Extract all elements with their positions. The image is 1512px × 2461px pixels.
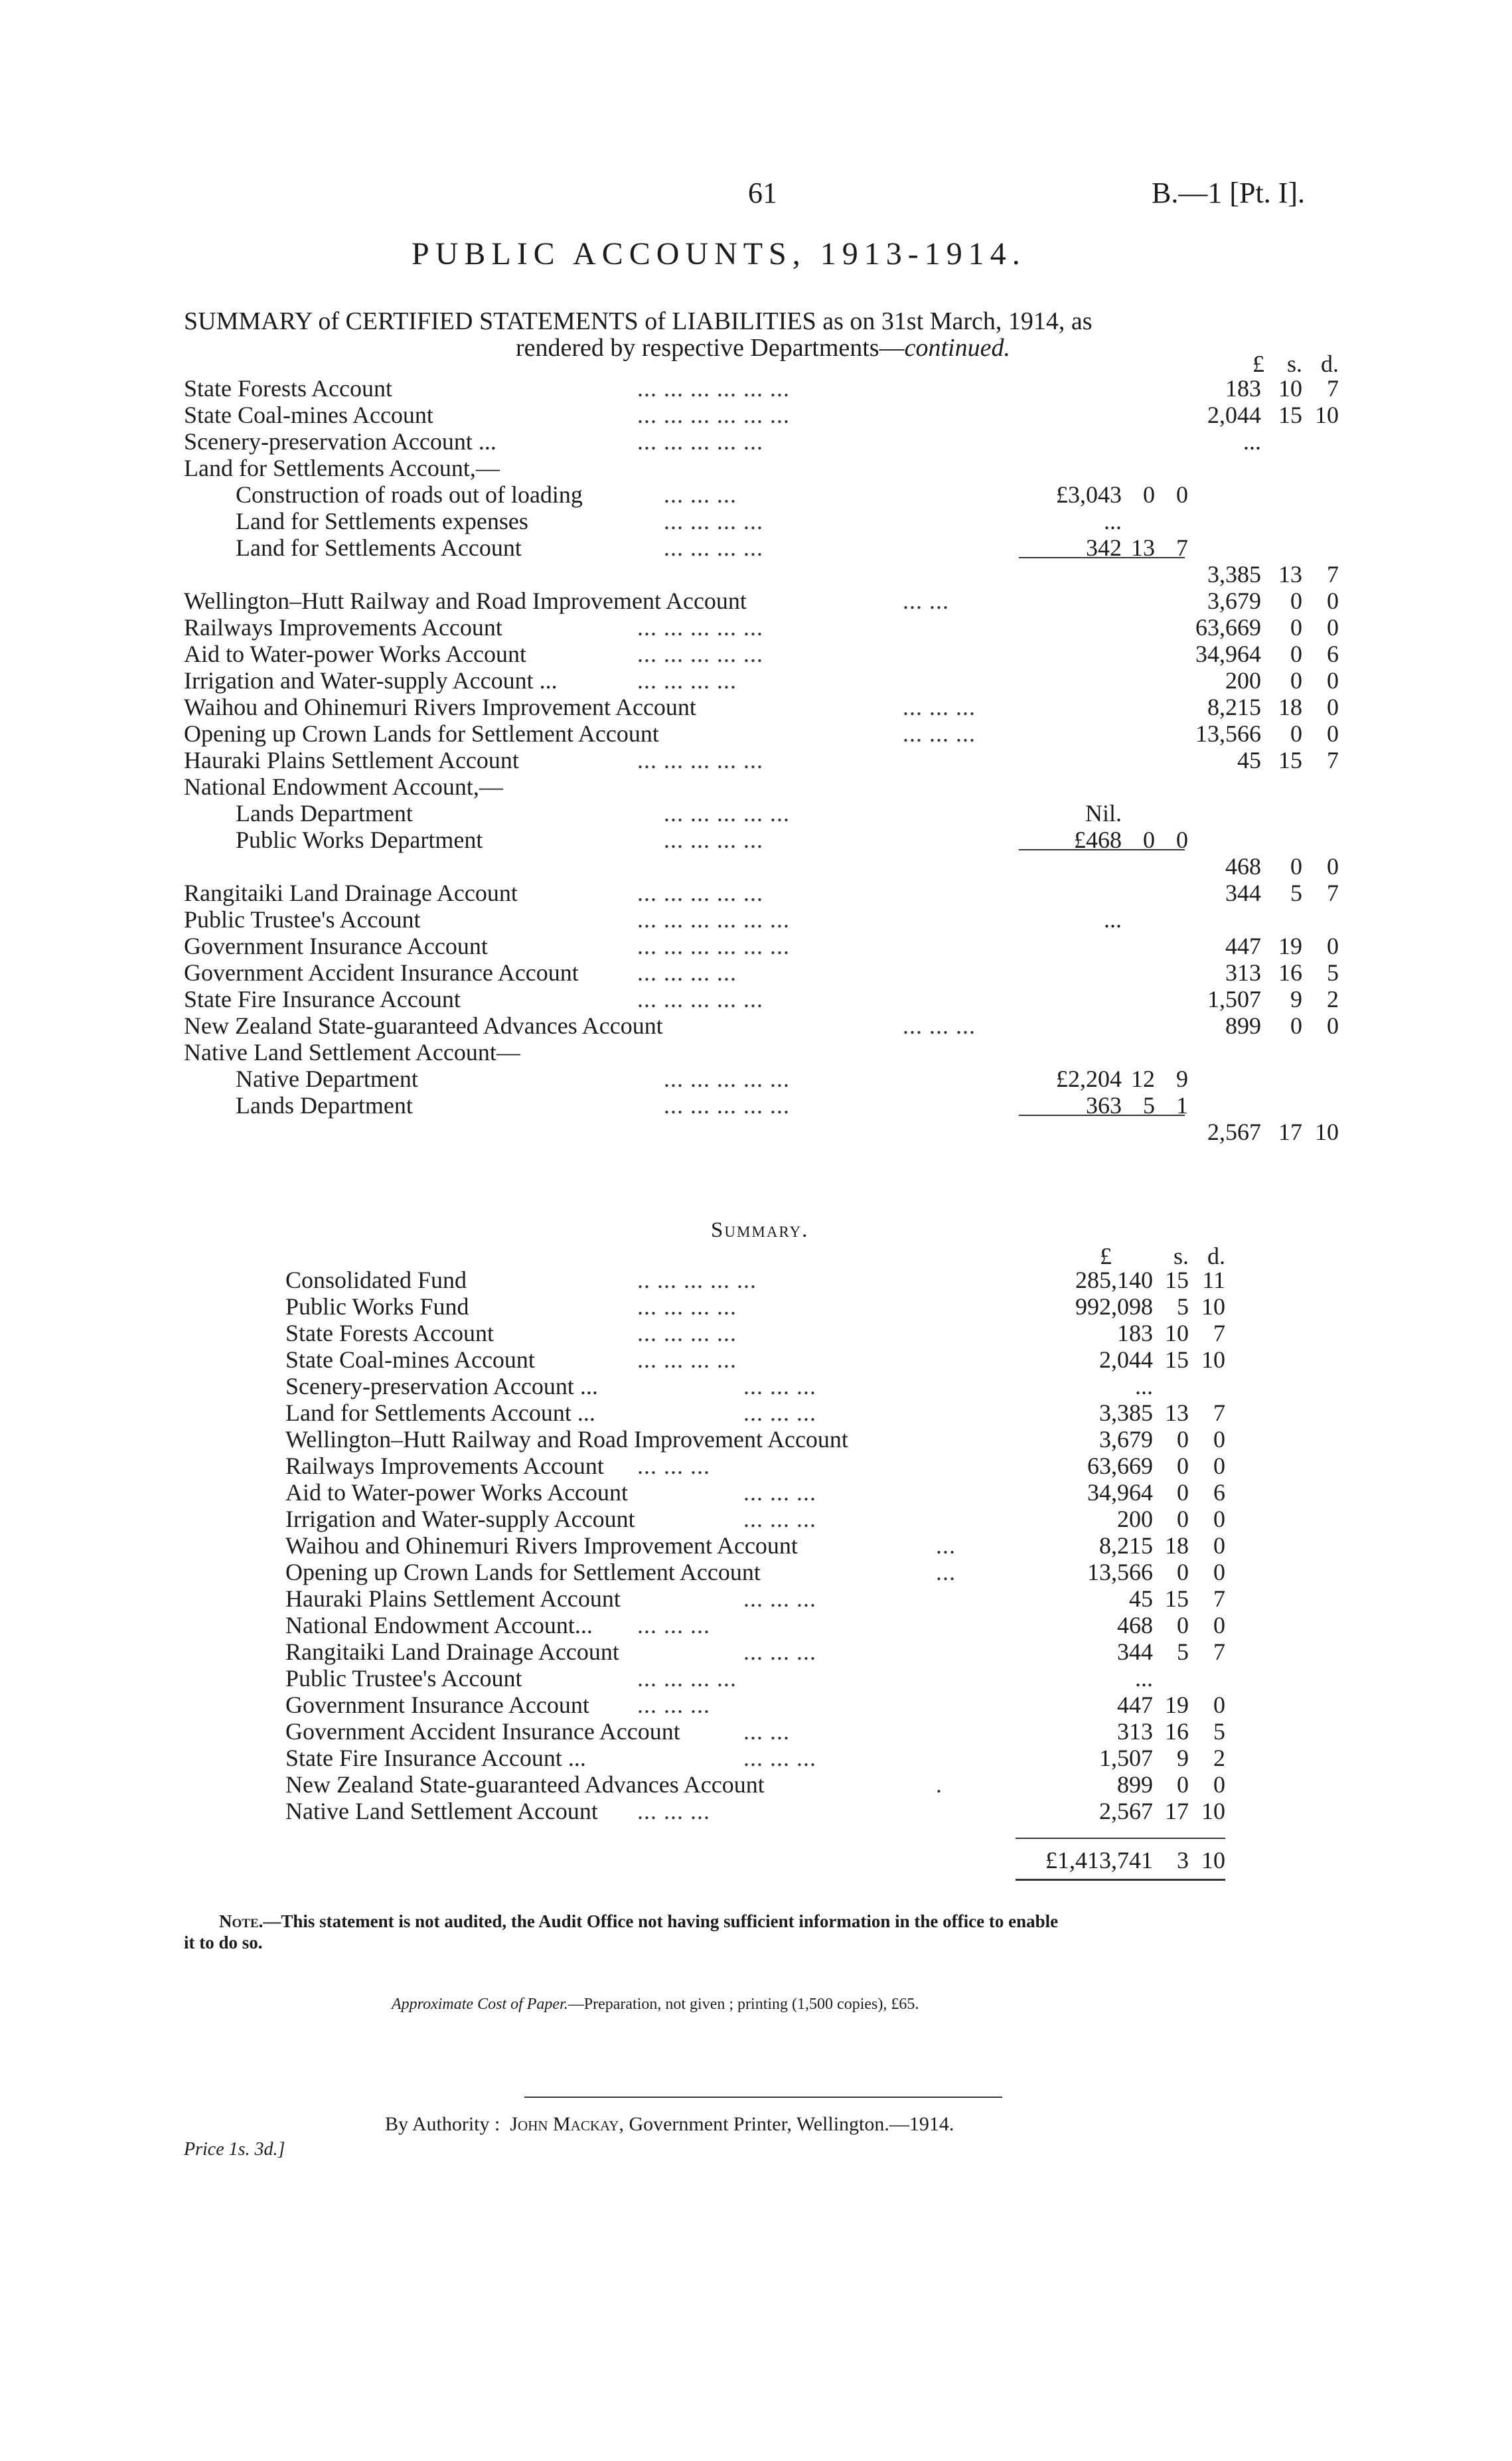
summary-pence: 11 — [1202, 1267, 1225, 1293]
summary-row — [0, 1399, 1512, 1426]
leader-dots: ... ... ... — [743, 1506, 816, 1532]
col2-shillings: 19 — [1278, 933, 1302, 959]
summary-pounds: 447 — [1117, 1692, 1153, 1718]
leader-dots: ... ... ... ... ... ... — [637, 906, 790, 933]
col2-pence: 10 — [1315, 1119, 1339, 1145]
row-label: State Coal-mines Account — [285, 1346, 535, 1373]
column-header-shillings: s. — [1286, 351, 1302, 377]
col2-pence: 0 — [1327, 614, 1339, 641]
col1-shillings: 13 — [1131, 534, 1155, 561]
row-label: Land for Settlements Account ... — [285, 1399, 595, 1426]
col2-pence: 0 — [1327, 853, 1339, 880]
summary-row — [0, 1585, 1512, 1612]
summary-total-row — [0, 1847, 1512, 1873]
statement-subtitle: SUMMARY of CERTIFIED STATEMENTS of LIABILITIES as on 31st March, 1914, as — [184, 307, 1093, 335]
table-row — [0, 455, 1512, 481]
subtotal-row — [0, 853, 1512, 880]
total-pounds: £1,413,741 — [1045, 1847, 1153, 1873]
summary-row — [0, 1718, 1512, 1745]
column-header-shillings: s. — [1173, 1243, 1189, 1269]
summary-row — [0, 1479, 1512, 1506]
summary-pence: 0 — [1213, 1532, 1225, 1559]
row-label: Lands Department — [236, 1092, 413, 1119]
summary-row — [0, 1506, 1512, 1532]
summary-shillings: 0 — [1177, 1426, 1189, 1453]
col2-pounds: 468 — [1225, 853, 1261, 880]
table-row — [0, 906, 1512, 933]
col2-pounds: 183 — [1225, 375, 1261, 402]
row-label: New Zealand State-guaranteed Advances Account — [285, 1771, 765, 1798]
table-row — [0, 959, 1512, 986]
col2-pence: 0 — [1327, 933, 1339, 959]
leader-dots: ... ... ... — [903, 1012, 976, 1039]
table-row — [0, 481, 1512, 508]
col1-pounds: £468 — [1074, 827, 1122, 853]
col2-pence: 0 — [1327, 667, 1339, 694]
table-row — [0, 534, 1512, 561]
document-reference: B.—1 [Pt. I]. — [1152, 177, 1305, 209]
summary-pounds: 285,140 — [1075, 1267, 1153, 1293]
leader-dots: ... ... ... ... ... — [637, 641, 763, 667]
summary-pence: 0 — [1213, 1692, 1225, 1718]
summary-row — [0, 1267, 1512, 1293]
summary-shillings: 0 — [1177, 1771, 1189, 1798]
col2-pence: 0 — [1327, 694, 1339, 720]
col2-shillings: 0 — [1290, 614, 1302, 641]
col2-shillings: 10 — [1278, 375, 1302, 402]
summary-shillings: 0 — [1177, 1559, 1189, 1585]
col2-pence: 0 — [1327, 1012, 1339, 1039]
row-label: National Endowment Account,— — [184, 773, 503, 800]
summary-pounds: 45 — [1129, 1585, 1153, 1612]
col2-pounds: 63,669 — [1195, 614, 1261, 641]
col2-pounds: 45 — [1237, 747, 1261, 773]
col1-pence: 1 — [1176, 1092, 1188, 1119]
summary-pounds: 63,669 — [1087, 1453, 1153, 1479]
table-row — [0, 641, 1512, 667]
column-header-pounds: £ — [1100, 1243, 1112, 1269]
col2-shillings: 0 — [1290, 588, 1302, 614]
col2-pounds: 13,566 — [1195, 720, 1261, 747]
summary-pence: 10 — [1201, 1293, 1225, 1320]
summary-pence: 7 — [1213, 1585, 1225, 1612]
leader-dots: ... ... ... ... ... ... — [637, 375, 790, 402]
row-label: Government Accident Insurance Account — [184, 959, 579, 986]
summary-pounds: 3,385 — [1099, 1399, 1153, 1426]
table-row — [0, 428, 1512, 455]
paper-cost: Approximate Cost of Paper.—Preparation, not given ; printing (1,500 copies), £65. — [392, 1996, 919, 2013]
table-row — [0, 720, 1512, 747]
col2-shillings: 0 — [1290, 1012, 1302, 1039]
total-pence: 10 — [1201, 1847, 1225, 1873]
summary-pounds: 2,044 — [1099, 1346, 1153, 1373]
table-row — [0, 933, 1512, 959]
col1-pence: 0 — [1176, 481, 1188, 508]
summary-shillings: 15 — [1165, 1346, 1189, 1373]
row-label: Scenery-preservation Account ... — [184, 428, 496, 455]
col2-pounds: ... — [1243, 428, 1261, 455]
table-row — [0, 375, 1512, 402]
col2-pounds: 3,385 — [1207, 561, 1261, 588]
summary-row — [0, 1320, 1512, 1346]
page-title: PUBLIC ACCOUNTS, 1913-1914. — [412, 236, 1026, 272]
col2-pounds: 8,215 — [1207, 694, 1261, 720]
summary-shillings: 18 — [1165, 1532, 1189, 1559]
row-label: Irrigation and Water-supply Account — [285, 1506, 635, 1532]
table-row — [0, 694, 1512, 720]
summary-shillings: 5 — [1177, 1293, 1189, 1320]
leader-dots: ... ... ... ... ... — [664, 800, 790, 827]
leader-dots: ... ... ... ... ... — [637, 880, 763, 906]
row-label: State Forests Account — [184, 375, 392, 402]
col2-pounds: 1,507 — [1207, 986, 1261, 1012]
col2-pounds: 447 — [1225, 933, 1261, 959]
row-label: State Forests Account — [285, 1320, 494, 1346]
leader-dots: ... ... ... — [903, 720, 976, 747]
table-row — [0, 880, 1512, 906]
row-label: State Coal-mines Account — [184, 402, 433, 428]
leader-dots: ... ... ... ... — [664, 534, 763, 561]
leader-dots: ... ... — [903, 588, 949, 614]
row-label: Native Land Settlement Account — [285, 1798, 598, 1824]
col2-shillings: 0 — [1290, 667, 1302, 694]
col1-pounds: £3,043 — [1056, 481, 1122, 508]
table-row — [0, 986, 1512, 1012]
leader-dots: . — [936, 1771, 943, 1798]
leader-dots: ... ... ... ... — [637, 1320, 737, 1346]
row-label: Rangitaiki Land Drainage Account — [184, 880, 518, 906]
row-label: Waihou and Ohinemuri Rivers Improvement Account — [285, 1532, 798, 1559]
leader-dots: ... ... ... ... — [637, 1346, 737, 1373]
col2-pounds: 200 — [1225, 667, 1261, 694]
col1-pounds: £2,204 — [1056, 1066, 1122, 1092]
summary-shillings: 15 — [1165, 1585, 1189, 1612]
row-label: New Zealand State-guaranteed Advances Account — [184, 1012, 663, 1039]
col2-shillings: 5 — [1290, 880, 1302, 906]
col2-pence: 10 — [1315, 402, 1339, 428]
summary-pounds: 2,567 — [1099, 1798, 1153, 1824]
row-label: Public Works Fund — [285, 1293, 469, 1320]
leader-dots: .. ... ... ... ... — [637, 1267, 757, 1293]
summary-row — [0, 1453, 1512, 1479]
col2-pounds: 344 — [1225, 880, 1261, 906]
liabilities-column-headers — [0, 351, 1512, 377]
col1-pence: 0 — [1176, 827, 1188, 853]
col1-pounds: ... — [1104, 508, 1122, 534]
total-shillings: 3 — [1177, 1847, 1189, 1873]
leader-dots: ... ... ... — [637, 1612, 710, 1638]
price: Price 1s. 3d.] — [184, 2139, 285, 2160]
row-label: Scenery-preservation Account ... — [285, 1373, 598, 1399]
leader-dots: ... ... ... — [743, 1745, 816, 1771]
column-header-pounds: £ — [1252, 351, 1264, 377]
leader-dots: ... ... ... ... — [637, 959, 737, 986]
leader-dots: ... — [936, 1532, 956, 1559]
summary-row — [0, 1293, 1512, 1320]
leader-dots: ... ... ... — [743, 1585, 816, 1612]
col2-pence: 6 — [1327, 641, 1339, 667]
summary-pence: 0 — [1213, 1771, 1225, 1798]
subtotal-rule — [1019, 1115, 1185, 1116]
footer-divider — [524, 2097, 1002, 2098]
col1-pounds: ... — [1104, 906, 1122, 933]
col2-shillings: 0 — [1290, 641, 1302, 667]
col1-pence: 7 — [1176, 534, 1188, 561]
leader-dots: ... ... ... — [637, 1798, 710, 1824]
row-label: Native Land Settlement Account— — [184, 1039, 520, 1066]
table-row — [0, 1012, 1512, 1039]
summary-pence: 0 — [1213, 1453, 1225, 1479]
row-label: Land for Settlements expenses — [236, 508, 528, 534]
leader-dots: ... ... ... — [743, 1399, 816, 1426]
col2-pence: 7 — [1327, 880, 1339, 906]
row-label: Native Department — [236, 1066, 418, 1092]
table-row — [0, 588, 1512, 614]
leader-dots: ... ... ... ... — [637, 1665, 737, 1692]
col2-shillings: 16 — [1278, 959, 1302, 986]
table-row — [0, 1092, 1512, 1119]
summary-heading: Summary. — [711, 1218, 809, 1242]
leader-dots: ... ... — [743, 1718, 790, 1745]
row-label: Public Trustee's Account — [285, 1665, 522, 1692]
leader-dots: ... ... ... — [743, 1638, 816, 1665]
summary-pence: 7 — [1213, 1638, 1225, 1665]
subtotal-rule — [1019, 557, 1185, 558]
row-label: Public Works Department — [236, 827, 483, 853]
summary-column-headers — [0, 1243, 1512, 1269]
table-row — [0, 614, 1512, 641]
col2-pounds: 2,044 — [1207, 402, 1261, 428]
leader-dots: ... ... ... — [637, 1692, 710, 1718]
row-label: National Endowment Account... — [285, 1612, 593, 1638]
leader-dots: ... ... ... — [743, 1479, 816, 1506]
summary-row — [0, 1612, 1512, 1638]
col2-shillings: 17 — [1278, 1119, 1302, 1145]
summary-pence: 5 — [1213, 1718, 1225, 1745]
summary-row — [0, 1532, 1512, 1559]
leader-dots: ... ... ... ... ... ... — [637, 402, 790, 428]
summary-shillings: 15 — [1165, 1267, 1189, 1293]
row-label: State Fire Insurance Account — [184, 986, 461, 1012]
row-label: Land for Settlements Account,— — [184, 455, 500, 481]
summary-pounds: 183 — [1117, 1320, 1153, 1346]
page-number: 61 — [748, 177, 777, 209]
table-row — [0, 667, 1512, 694]
summary-row — [0, 1346, 1512, 1373]
audit-note-continued: it to do so. — [184, 1933, 263, 1952]
summary-pounds: ... — [1135, 1665, 1153, 1692]
col2-shillings: 13 — [1278, 561, 1302, 588]
col1-pounds: Nil. — [1085, 800, 1122, 827]
leader-dots: ... ... ... ... ... — [637, 428, 763, 455]
subtotal-row — [0, 1119, 1512, 1145]
summary-shillings: 19 — [1165, 1692, 1189, 1718]
col1-shillings: 0 — [1143, 481, 1155, 508]
col2-pence: 7 — [1327, 747, 1339, 773]
summary-row — [0, 1559, 1512, 1585]
col1-shillings: 5 — [1143, 1092, 1155, 1119]
summary-pounds: 200 — [1117, 1506, 1153, 1532]
row-label: State Fire Insurance Account ... — [285, 1745, 586, 1771]
row-label: Irrigation and Water-supply Account ... — [184, 667, 558, 694]
col2-shillings: 0 — [1290, 853, 1302, 880]
leader-dots: ... ... ... — [903, 694, 976, 720]
summary-row — [0, 1426, 1512, 1453]
row-label: Waihou and Ohinemuri Rivers Improvement Account — [184, 694, 696, 720]
summary-row — [0, 1638, 1512, 1665]
row-label: Aid to Water-power Works Account — [184, 641, 527, 667]
col2-pence: 0 — [1327, 588, 1339, 614]
summary-pounds: 992,098 — [1075, 1293, 1153, 1320]
row-label: Consolidated Fund — [285, 1267, 467, 1293]
row-label: Government Insurance Account — [184, 933, 488, 959]
leader-dots: ... ... ... ... ... — [664, 1092, 790, 1119]
summary-pounds: 313 — [1117, 1718, 1153, 1745]
col1-pounds: 342 — [1086, 534, 1122, 561]
row-label: Government Insurance Account — [285, 1692, 589, 1718]
summary-pounds: 34,964 — [1087, 1479, 1153, 1506]
row-label: Government Accident Insurance Account — [285, 1718, 680, 1745]
row-label: Construction of roads out of loading — [236, 481, 583, 508]
row-label: Aid to Water-power Works Account — [285, 1479, 629, 1506]
leader-dots: ... ... ... ... — [664, 827, 763, 853]
summary-row — [0, 1771, 1512, 1798]
leader-dots: ... ... ... ... ... — [637, 614, 763, 641]
summary-shillings: 16 — [1165, 1718, 1189, 1745]
leader-dots: ... — [936, 1559, 956, 1585]
leader-dots: ... ... ... ... — [637, 667, 737, 694]
summary-pence: 0 — [1213, 1612, 1225, 1638]
table-row — [0, 402, 1512, 428]
row-label: Wellington–Hutt Railway and Road Improvement Account — [285, 1426, 848, 1453]
col2-shillings: 0 — [1290, 720, 1302, 747]
leader-dots: ... ... ... ... ... ... — [637, 933, 790, 959]
col1-shillings: 12 — [1131, 1066, 1155, 1092]
col2-pence: 7 — [1327, 561, 1339, 588]
row-label: Land for Settlements Account — [236, 534, 522, 561]
summary-shillings: 9 — [1177, 1745, 1189, 1771]
printer-authority: By Authority : John Mackay, Government Printer, Wellington.—1914. — [385, 2113, 954, 2135]
table-row — [0, 773, 1512, 800]
audit-note: Note.—This statement is not audited, the Audit Office not having sufficient information in the office to enable — [219, 1911, 1059, 1931]
row-label: Wellington–Hutt Railway and Road Improvement Account — [184, 588, 747, 614]
col1-pounds: 363 — [1086, 1092, 1122, 1119]
row-label: Opening up Crown Lands for Settlement Account — [285, 1559, 761, 1585]
col2-pounds: 34,964 — [1195, 641, 1261, 667]
col1-shillings: 0 — [1143, 827, 1155, 853]
leader-dots: ... ... ... — [664, 481, 737, 508]
summary-pence: 7 — [1213, 1399, 1225, 1426]
subtotal-rule — [1019, 849, 1185, 850]
total-rule-top — [1016, 1838, 1225, 1839]
summary-pence: 0 — [1213, 1506, 1225, 1532]
summary-row — [0, 1373, 1512, 1399]
row-label: Public Trustee's Account — [184, 906, 421, 933]
total-rule-bottom — [1016, 1879, 1225, 1881]
summary-pence: 6 — [1213, 1479, 1225, 1506]
summary-shillings: 17 — [1165, 1798, 1189, 1824]
summary-pounds: ... — [1135, 1373, 1153, 1399]
col2-shillings: 9 — [1290, 986, 1302, 1012]
summary-pounds: 344 — [1117, 1638, 1153, 1665]
col2-pence: 2 — [1327, 986, 1339, 1012]
summary-pence: 10 — [1201, 1798, 1225, 1824]
col2-shillings: 15 — [1278, 402, 1302, 428]
col2-pence: 0 — [1327, 720, 1339, 747]
summary-row — [0, 1692, 1512, 1718]
col1-pence: 9 — [1176, 1066, 1188, 1092]
table-row — [0, 508, 1512, 534]
summary-shillings: 10 — [1165, 1320, 1189, 1346]
summary-row — [0, 1798, 1512, 1824]
table-row — [0, 1066, 1512, 1092]
leader-dots: ... ... ... — [637, 1453, 710, 1479]
col2-pounds: 313 — [1225, 959, 1261, 986]
leader-dots: ... ... ... ... ... — [637, 986, 763, 1012]
statement-subtitle-continued: rendered by respective Departments—continued. — [516, 334, 1010, 362]
column-header-pence: d. — [1207, 1243, 1225, 1269]
summary-pounds: 1,507 — [1099, 1745, 1153, 1771]
table-row — [0, 827, 1512, 853]
leader-dots: ... ... ... ... ... — [637, 747, 763, 773]
row-label: Opening up Crown Lands for Settlement Account — [184, 720, 659, 747]
summary-shillings: 0 — [1177, 1453, 1189, 1479]
table-row — [0, 800, 1512, 827]
leader-dots: ... ... ... — [743, 1373, 816, 1399]
summary-shillings: 5 — [1177, 1638, 1189, 1665]
subtotal-row — [0, 561, 1512, 588]
col2-shillings: 15 — [1278, 747, 1302, 773]
summary-row — [0, 1665, 1512, 1692]
summary-row — [0, 1745, 1512, 1771]
summary-pounds: 13,566 — [1087, 1559, 1153, 1585]
row-label: Hauraki Plains Settlement Account — [285, 1585, 621, 1612]
row-label: Railways Improvements Account — [184, 614, 502, 641]
col2-pence: 5 — [1327, 959, 1339, 986]
row-label: Hauraki Plains Settlement Account — [184, 747, 519, 773]
summary-shillings: 0 — [1177, 1612, 1189, 1638]
leader-dots: ... ... ... ... — [664, 508, 763, 534]
summary-pence: 7 — [1213, 1320, 1225, 1346]
summary-shillings: 0 — [1177, 1506, 1189, 1532]
summary-pounds: 468 — [1117, 1612, 1153, 1638]
table-row — [0, 1039, 1512, 1066]
summary-pounds: 3,679 — [1099, 1426, 1153, 1453]
col2-pounds: 3,679 — [1207, 588, 1261, 614]
leader-dots: ... ... ... ... ... — [664, 1066, 790, 1092]
summary-shillings: 0 — [1177, 1479, 1189, 1506]
column-header-pence: d. — [1321, 351, 1339, 377]
summary-pence: 0 — [1213, 1426, 1225, 1453]
col2-pounds: 899 — [1225, 1012, 1261, 1039]
leader-dots: ... ... ... ... — [637, 1293, 737, 1320]
summary-pounds: 8,215 — [1099, 1532, 1153, 1559]
summary-pence: 0 — [1213, 1559, 1225, 1585]
summary-shillings: 13 — [1165, 1399, 1189, 1426]
row-label: Lands Department — [236, 800, 413, 827]
summary-pence: 2 — [1213, 1745, 1225, 1771]
row-label: Railways Improvements Account — [285, 1453, 604, 1479]
row-label: Rangitaiki Land Drainage Account — [285, 1638, 619, 1665]
summary-pence: 10 — [1201, 1346, 1225, 1373]
col2-pence: 7 — [1327, 375, 1339, 402]
table-row — [0, 747, 1512, 773]
col2-shillings: 18 — [1278, 694, 1302, 720]
col2-pounds: 2,567 — [1207, 1119, 1261, 1145]
summary-pounds: 899 — [1117, 1771, 1153, 1798]
